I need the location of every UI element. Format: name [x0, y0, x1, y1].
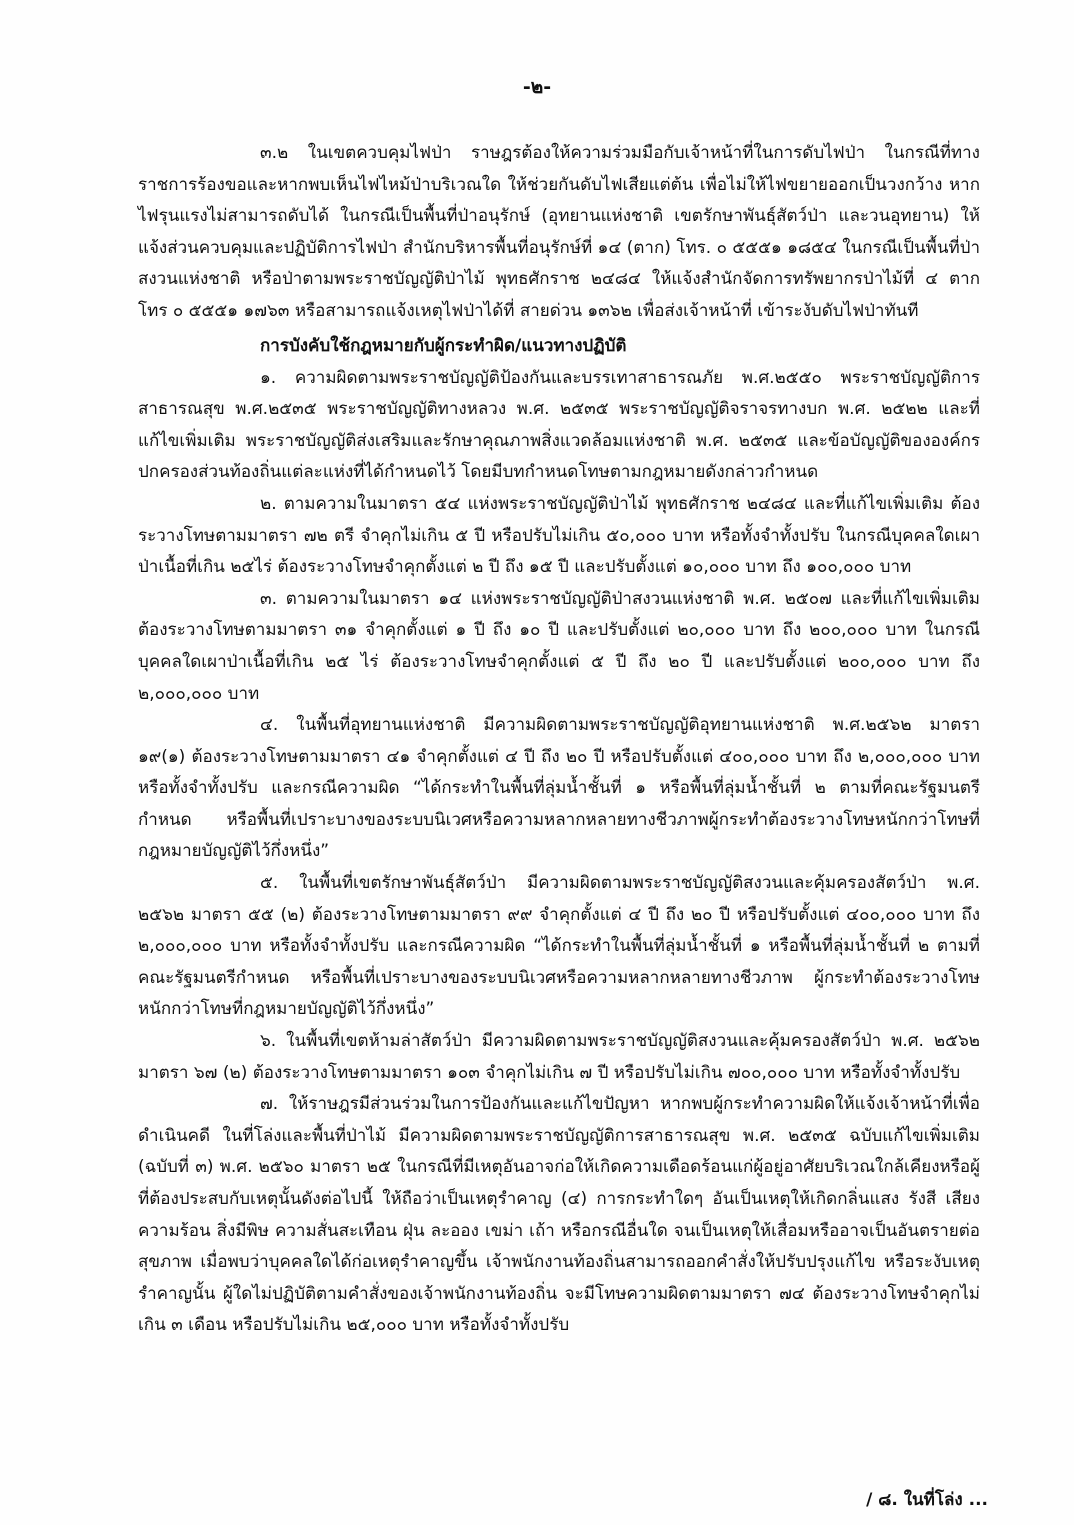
paragraph-2: ๒. ตามความในมาตรา ๕๔ แห่งพระราชบัญญัติป่าไม้ พุทธศักราช ๒๔๘๔ และที่แก้ไขเพิ่มเติม ต้องระวางโทษตามมาตรา ๗๒ ตรี จำคุกไม่เกิน ๕ ปี หรือปรับไม่เกิน ๕๐,๐๐๐ บาท หรือทั้งจำทั้งปรับ ในกรณีบุคคลใดเผาป่าเนื้อที่เกิน ๒๕ไร่ ต้องระวางโทษจำคุกตั้งแต่ ๒ ปี ถึง ๑๕ ปี และปรับตั้งแต่ ๑๐,๐๐๐ บาท ถึง ๑๐๐,๐๐๐ บาท: [138, 493, 980, 578]
paragraph-6: ๖. ในพื้นที่เขตห้ามล่าสัตว์ป่า มีความผิดตามพระราชบัญญัติสงวนและคุ้มครองสัตว์ป่า พ.ศ. ๒๕๖๒ มาตรา ๖๗ (๒) ต้องระวางโทษตามมาตรา ๑๐๓ จำคุกไม่เกิน ๗ ปี หรือปรับไม่เกิน ๗๐๐,๐๐๐ บาท หรือทั้งจำทั้งปรับ: [138, 1031, 980, 1083]
paragraph-3-2: ๓.๒ ในเขตควบคุมไฟป่า ราษฎรต้องให้ความร่วมมือกับเจ้าหน้าที่ในการดับไฟป่า ในกรณีที่ทางราชการร้องขอและหากพบเห็นไฟไหม้ป่าบริเวณใด ให้ช่วยกันดับไฟเสียแต่ต้น เพื่อไม่ให้ไฟขยายออกเป็นวงกว้าง หากไฟรุนแรงไม่สามารถดับได้ ในกรณีเป็นพื้นที่ป่าอนุรักษ์ (อุทยานแห่งชาติ เขตรักษาพันธุ์สัตว์ป่า และวนอุทยาน) ให้แจ้งส่วนควบคุมและปฏิบัติการไฟป่า สำนักบริหารพื้นที่อนุรักษ์ที่ ๑๔ (ตาก) โทร. ๐ ๕๕๕๑ ๑๘๕๔ ในกรณีเป็นพื้นที่ป่าสงวนแห่งชาติ หรือป่าตามพระราชบัญญัติป่าไม้ พุทธศักราช ๒๔๘๔ ให้แจ้งสำนักจัดการทรัพยากรป่าไม้ที่ ๔ ตาก โทร ๐ ๕๕๕๑ ๑๗๖๓ หรือสามารถแจ้งเหตุไฟป่าได้ที่ สายด่วน ๑๓๖๒ เพื่อส่งเจ้าหน้าที่ เข้าระงับดับไฟป่าทันที: [138, 143, 980, 321]
paragraph-3: ๓. ตามความในมาตรา ๑๔ แห่งพระราชบัญญัติป่าสงวนแห่งชาติ พ.ศ. ๒๕๐๗ และที่แก้ไขเพิ่มเติม ต้องระวางโทษตามมาตรา ๓๑ จำคุกตั้งแต่ ๑ ปี ถึง ๑๐ ปี และปรับตั้งแต่ ๒๐,๐๐๐ บาท ถึง ๒๐๐,๐๐๐ บาท ในกรณีบุคคลใดเผาป่าเนื้อที่เกิน ๒๕ ไร่ ต้องระวางโทษจำคุกตั้งแต่ ๕ ปี ถึง ๒๐ ปี และปรับตั้งแต่ ๒๐๐,๐๐๐ บาท ถึง ๒,๐๐๐,๐๐๐ บาท: [138, 588, 980, 704]
page-number: -๒-: [522, 76, 552, 98]
document-body: [138, 138, 980, 1342]
continuation-note: / ๘. ในที่โล่ง ...: [866, 1490, 988, 1510]
paragraph-4: ๔. ในพื้นที่อุทยานแห่งชาติ มีความผิดตามพระราชบัญญัติอุทยานแห่งชาติ พ.ศ.๒๕๖๒ มาตรา ๑๙(๑) ต้องระวางโทษตามมาตรา ๔๑ จำคุกตั้งแต่ ๔ ปี ถึง ๒๐ ปี หรือปรับตั้งแต่ ๔๐๐,๐๐๐ บาท ถึง ๒,๐๐๐,๐๐๐ บาท หรือทั้งจำทั้งปรับ และกรณีความผิด “ได้กระทำในพื้นที่ลุ่มน้ำชั้นที่ ๑ หรือพื้นที่ลุ่มน้ำชั้นที่ ๒ ตามที่คณะรัฐมนตรีกำหนด หรือพื้นที่เปราะบางของระบบนิเวศหรือความหลากหลายทางชีวภาพผู้กระทำต้องระวางโทษหนักกว่าโทษที่กฎหมายบัญญัติไว้กึ่งหนึ่ง”: [138, 715, 980, 862]
paragraph-5: ๕. ในพื้นที่เขตรักษาพันธุ์สัตว์ป่า มีความผิดตามพระราชบัญญัติสงวนและคุ้มครองสัตว์ป่า พ.ศ. ๒๕๖๒ มาตรา ๕๕ (๒) ต้องระวางโทษตามมาตรา ๙๙ จำคุกตั้งแต่ ๔ ปี ถึง ๒๐ ปี หรือปรับตั้งแต่ ๔๐๐,๐๐๐ บาท ถึง ๒,๐๐๐,๐๐๐ บาท หรือทั้งจำทั้งปรับ และกรณีความผิด “ได้กระทำในพื้นที่ลุ่มน้ำชั้นที่ ๑ หรือพื้นที่ลุ่มน้ำชั้นที่ ๒ ตามที่คณะรัฐมนตรีกำหนด หรือพื้นที่เปราะบางของระบบนิเวศหรือความหลากหลายทางชีวภาพ ผู้กระทำต้องระวางโทษหนักกว่าโทษที่กฎหมายบัญญัติไว้กึ่งหนึ่ง”: [138, 873, 980, 1020]
paragraph-7: ๗. ให้ราษฎรมีส่วนร่วมในการป้องกันและแก้ไขปัญหา หากพบผู้กระทำความผิดให้แจ้งเจ้าหน้าที่เพื่อดำเนินคดี ในที่โล่งและพื้นที่ป่าไม้ มีความผิดตามพระราชบัญญัติการสาธารณสุข พ.ศ. ๒๕๓๕ ฉบับแก้ไขเพิ่มเติม (ฉบับที่ ๓) พ.ศ. ๒๕๖๐ มาตรา ๒๕ ในกรณีที่มีเหตุอันอาจก่อให้เกิดความเดือดร้อนแก่ผู้อยู่อาศัยบริเวณใกล้เคียงหรือผู้ที่ต้องประสบกับเหตุนั้นดังต่อไปนี้ ให้ถือว่าเป็นเหตุรำคาญ (๔) การกระทำใดๆ อันเป็นเหตุให้เกิดกลิ่นแสง รังสี เสียง ความร้อน สิ่งมีพิษ ความสั่นสะเทือน ฝุ่น ละออง เขม่า เถ้า หรือกรณีอื่นใด จนเป็นเหตุให้เสื่อมหรืออาจเป็นอันตรายต่อสุขภาพ เมื่อพบว่าบุคคลใดได้ก่อเหตุรำคาญขึ้น เจ้าพนักงานท้องถิ่นสามารถออกคำสั่งให้ปรับปรุงแก้ไข หรือระงับเหตุรำคาญนั้น ผู้ใดไม่ปฏิบัติตามคำสั่งของเจ้าพนักงานท้องถิ่น จะมีโทษความผิดตามมาตรา ๗๔ ต้องระวางโทษจำคุกไม่เกิน ๓ เดือน หรือปรับไม่เกิน ๒๕,๐๐๐ บาท หรือทั้งจำทั้งปรับ: [138, 1094, 980, 1336]
section-heading: การบังคับใช้กฎหมายกับผู้กระทำผิด/แนวทางปฏิบัติ: [260, 335, 627, 356]
paragraph-1: ๑. ความผิดตามพระราชบัญญัติป้องกันและบรรเทาสาธารณภัย พ.ศ.๒๕๕๐ พระราชบัญญัติการสาธารณสุข พ.ศ.๒๕๓๕ พระราชบัญญัติทางหลวง พ.ศ. ๒๕๓๕ พระราชบัญญัติจราจรทางบก พ.ศ. ๒๕๒๒ และที่แก้ไขเพิ่มเติม พระราชบัญญัติส่งเสริมและรักษาคุณภาพสิ่งแวดล้อมแห่งชาติ พ.ศ. ๒๕๓๕ และข้อบัญญัติขององค์กรปกครองส่วนท้องถิ่นแต่ละแห่งที่ได้กำหนดไว้ โดยมีบทกำหนดโทษตามกฎหมายดังกล่าวกำหนด: [138, 367, 980, 483]
